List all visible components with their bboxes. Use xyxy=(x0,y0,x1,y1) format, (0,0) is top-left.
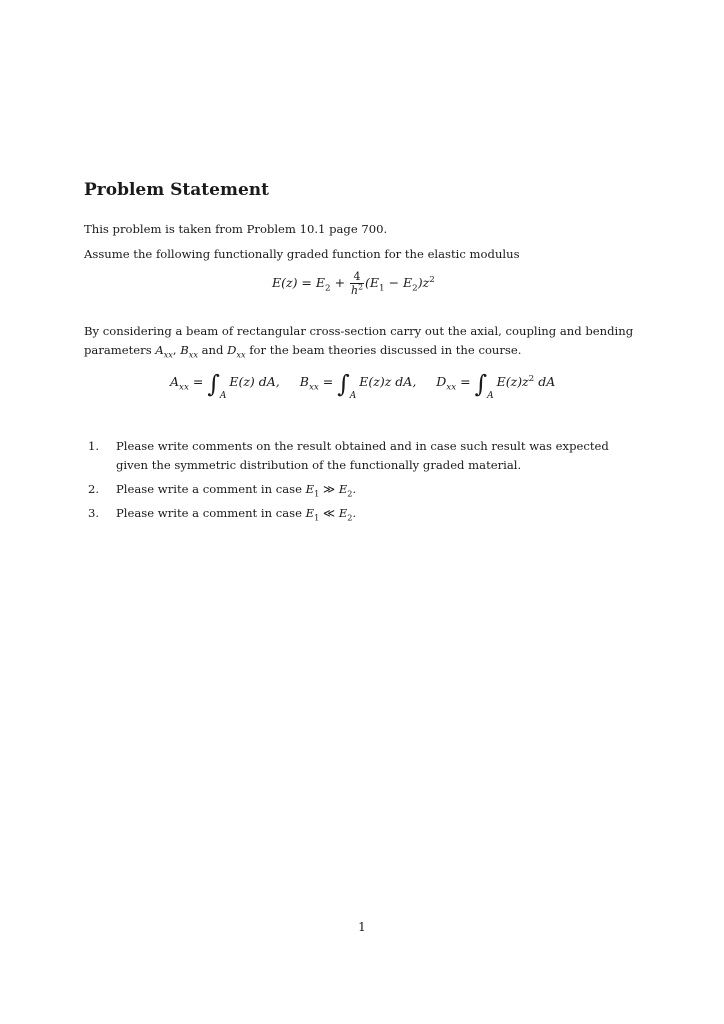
e2-sub: 2 xyxy=(347,512,353,523)
d-lhs: D xyxy=(436,374,447,389)
eq1-frac-den-sup: 2 xyxy=(358,282,364,292)
a-lhs: A xyxy=(170,374,180,389)
e2-symbol: E xyxy=(338,482,348,496)
bxx-sub: xx xyxy=(188,349,198,360)
eq1-z-sup: 2 xyxy=(429,274,435,285)
assume-paragraph: Assume the following functionally graded function for the elastic modulus xyxy=(84,247,520,261)
d-integral-domain: A xyxy=(487,391,494,401)
d-integrand-a: E(z)z xyxy=(496,374,529,389)
list-text: Please write a comment in case xyxy=(116,506,306,520)
a-integral-sign: ∫ xyxy=(207,370,220,398)
eq1-e2-sub: 2 xyxy=(325,283,331,294)
section-heading: Problem Statement xyxy=(84,180,269,200)
a-integral-domain: A xyxy=(219,391,227,401)
intro-paragraph: This problem is taken from Problem 10.1 page 700. xyxy=(84,222,388,236)
list-item xyxy=(84,504,644,523)
e2-sub: 2 xyxy=(347,488,353,499)
e2-symbol: E xyxy=(338,506,348,520)
stiffness-equations xyxy=(170,372,555,401)
d-equals: = xyxy=(456,374,475,389)
d-integrand-sup: 2 xyxy=(528,373,535,384)
eq1-frac-num: 4 xyxy=(353,270,361,283)
eq1-plus: + xyxy=(330,275,350,290)
dxx-sub: xx xyxy=(236,349,246,360)
a-integrand: E(z) dA, xyxy=(229,374,280,389)
b-equals: = xyxy=(318,374,338,389)
b-integral-domain: A xyxy=(349,391,357,401)
eq1-lhs: E(z) = E xyxy=(272,275,326,290)
eq1-e2b-sub: 2 xyxy=(412,283,418,294)
list-number: 2. xyxy=(88,482,100,496)
list-text: Please write a comment in case xyxy=(116,482,306,496)
a-lhs-sub: xx xyxy=(179,382,189,393)
b-integral-sign: ∫ xyxy=(337,370,350,398)
b-lhs-sub: xx xyxy=(308,382,319,393)
b-lhs: B xyxy=(299,374,309,389)
e1-symbol: E xyxy=(305,482,315,496)
e1-symbol: E xyxy=(305,506,315,520)
list-item xyxy=(84,480,644,499)
beam-text-a: By considering a beam of rectangular cross-section carry out the axial, coupling and bending parameters xyxy=(84,324,634,357)
period: . xyxy=(352,482,357,496)
eq1-fraction xyxy=(350,270,364,297)
b-integrand: E(z)z dA, xyxy=(359,374,417,389)
e1-sub: 1 xyxy=(314,512,320,523)
axx-sub: xx xyxy=(163,349,173,360)
eq1-e1-sub: 1 xyxy=(379,283,385,294)
eq1-rhs-c: )z xyxy=(417,275,430,290)
eq1-rhs-b: − E xyxy=(384,275,413,290)
a-equals: = xyxy=(188,374,208,389)
axx-symbol: A xyxy=(155,343,164,357)
list-item xyxy=(84,437,644,475)
question-list xyxy=(84,437,644,528)
dxx-symbol: D xyxy=(227,343,237,357)
and-word: and xyxy=(197,343,228,357)
d-integral-sign: ∫ xyxy=(474,370,488,398)
much-less-operator: ≪ xyxy=(319,506,339,520)
beam-paragraph xyxy=(84,322,640,360)
modulus-equation xyxy=(272,270,435,297)
bxx-symbol: B xyxy=(180,343,189,357)
list-number: 1. xyxy=(88,439,100,453)
eq1-frac-den: h xyxy=(351,284,359,297)
beam-text-b: for the beam theories discussed in the course. xyxy=(245,343,522,357)
d-lhs-sub: xx xyxy=(446,382,457,393)
page-number: 1 xyxy=(358,920,366,934)
list-text: Please write comments on the result obtained and in case such result was expected given the symmetric distribution of the functionally graded material. xyxy=(116,439,609,472)
sep-1: , xyxy=(172,343,181,357)
period: . xyxy=(352,506,357,520)
eq1-rhs-a: (E xyxy=(365,275,380,290)
list-number: 3. xyxy=(88,506,100,520)
d-integrand-b: dA xyxy=(534,374,556,389)
much-greater-operator: ≫ xyxy=(319,482,339,496)
e1-sub: 1 xyxy=(314,488,320,499)
